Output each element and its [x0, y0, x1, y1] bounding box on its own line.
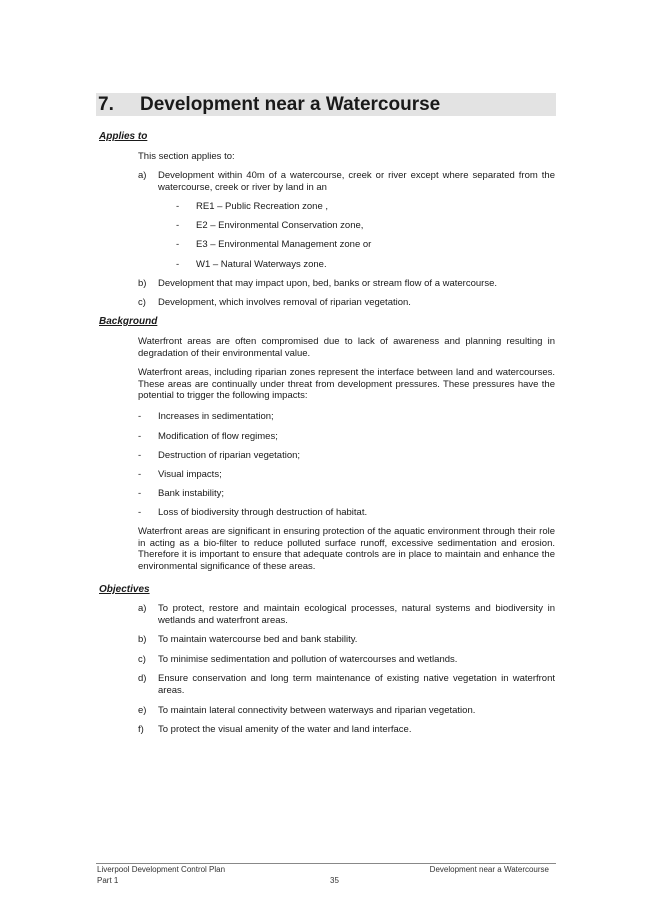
applies-to-intro: This section applies to:: [138, 151, 235, 162]
background-paragraph: Waterfront areas are significant in ensuring protection of the aquatic environment through their role in acting as a bio-filter to reduce polluted surface runoff, excessive sedimentation and erosion. Therefore it is important to ensure that adequate controls are in place to maintain and enhance the environmental significance of these areas.: [138, 526, 555, 572]
footer-part: Part 1: [97, 876, 119, 885]
objectives-label: Objectives: [99, 584, 150, 595]
section-title: Development near a Watercourse: [140, 93, 441, 115]
background-paragraph: Waterfront areas are often compromised due to lack of awareness and planning resulting in degradation of their environmental value.: [138, 336, 555, 359]
background-label: Background: [99, 316, 158, 327]
section-number: 7.: [98, 93, 114, 115]
footer-divider: [96, 863, 556, 864]
applies-to-label: Applies to: [99, 131, 148, 142]
background-paragraph: Waterfront areas, including riparian zones represent the interface between land and watercourses. These areas are continually under threat from development pressures. These pressures have the potential to trigger the following impacts:: [138, 367, 555, 401]
footer-doc-title: Liverpool Development Control Plan: [97, 865, 226, 874]
section-heading: [96, 93, 556, 116]
footer-section-title: Development near a Watercourse: [429, 865, 549, 874]
footer-page-number: 35: [330, 876, 339, 885]
